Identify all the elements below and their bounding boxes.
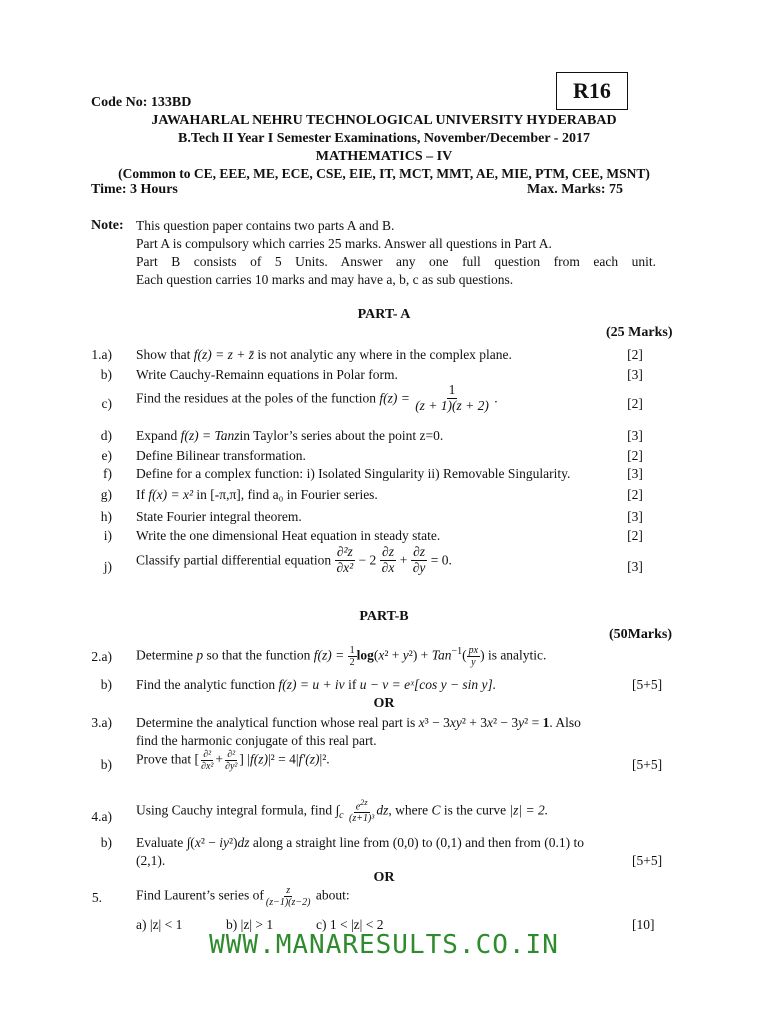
question-number: 3.a)	[91, 715, 112, 730]
question-text: Define for a complex function: i) Isolated Singularity ii) Removable Singularity.	[136, 466, 571, 481]
question-text: (2,1).	[136, 853, 166, 868]
question-marks: [3]	[627, 367, 643, 382]
note-label: Note:	[91, 218, 124, 233]
part-a-marks: (25 Marks)	[606, 325, 673, 340]
note-line: This question paper contains two parts A and B.	[136, 218, 395, 233]
question-number: 5.	[91, 890, 102, 905]
question-text: Write the one dimensional Heat equation in steady state.	[136, 528, 441, 543]
question-text: Determine p so that the function f(z) = $\frac{1}{2}$ log(x² + y²) + Tan$^{-1}$( $\frac{px}{y}$ ) is analytic.	[136, 645, 547, 668]
question-marks: [5+5]	[632, 677, 663, 692]
question-text: Classify partial differential equation $\frac{\text{∂²z}}{\text{∂x²}}$ − 2 $\frac{\partial z}{\partial x}$ + $\frac{\partial z}{\partial y}$ = 0.	[136, 544, 452, 575]
question-text: Prove that [ $\frac{\text{∂²}}{\text{∂x²}}$ + $\frac{\text{∂²}}{\text{∂y²}}$ ] |f(z)|² = 4|f′(z)|².	[136, 749, 330, 772]
exam-title: B.Tech II Year I Semester Examinations, November/December - 2017	[178, 131, 590, 146]
note-line: Part B consists of 5 Units. Answer any one full question from each unit.	[136, 254, 656, 269]
fraction: $\frac{\text{∂²z}}{\text{∂x²}}$	[336, 544, 354, 575]
question-number: 1.a)	[91, 347, 112, 362]
or-divider: OR	[373, 870, 395, 885]
question-marks: [3]	[627, 428, 643, 443]
subject-title: MATHEMATICS – IV	[315, 149, 453, 164]
common-branches: (Common to CE, EEE, ME, ECE, CSE, EIE, IT, MCT, MMT, AE, MIE, PTM, CEE, MSNT)	[118, 166, 650, 181]
question-text: find the harmonic conjugate of this real part.	[136, 733, 377, 748]
question-text: Write Cauchy-Remainn equations in Polar form.	[136, 367, 398, 382]
regulation-box: R16	[556, 72, 628, 110]
part-a-title: PART- A	[357, 307, 411, 322]
question-text: Evaluate ∫(x² − iy²)dz along a straight line from (0,0) to (0,1) and then from (0.1) to	[136, 835, 584, 850]
fraction: $\frac{\partial z}{\partial y}$	[412, 544, 426, 575]
question-marks: [2]	[627, 487, 643, 502]
question-number: h)	[100, 509, 112, 524]
laurent-option: a) |z| < 1	[136, 917, 183, 932]
question-text: Define Bilinear transformation.	[136, 448, 306, 463]
question-marks: [3]	[627, 466, 643, 481]
question-number: g)	[100, 487, 112, 502]
question-text: Find the residues at the poles of the function f(z) = $\frac{1}{(z + 1)(z + 2)}$ .	[136, 382, 498, 413]
question-marks: [5+5]	[632, 757, 663, 772]
question-number: b)	[100, 677, 112, 692]
question-text: Find Laurent’s series of $\frac{z}{(z-1)(z-2)}$ about:	[136, 885, 350, 908]
question-text: Find the analytic function f(z) = u + iv if u − v = eˣ[cos y − sin y].	[136, 677, 497, 692]
or-divider: OR	[373, 696, 395, 711]
question-number: c)	[101, 396, 112, 411]
question-number: j)	[103, 559, 112, 574]
question-marks: [5+5]	[632, 853, 663, 868]
question-number: b)	[100, 757, 112, 772]
question-number: e)	[101, 448, 112, 463]
part-b-marks: (50Marks)	[609, 627, 672, 642]
question-text: Using Cauchy integral formula, find $\int_c$ $\frac{e^{2z}}{\text{(z+1)³}}$ dz, where C is the curve |z| = 2.	[136, 798, 549, 825]
note-line: Each question carries 10 marks and may have a, b, c as sub questions.	[136, 272, 514, 287]
question-marks: [10]	[632, 917, 655, 932]
note-line: Part A is compulsory which carries 25 marks. Answer all questions in Part A.	[136, 236, 552, 251]
fraction: $\frac{\partial z}{\partial x}$	[381, 544, 395, 575]
question-number: i)	[103, 528, 112, 543]
question-marks: [3]	[627, 509, 643, 524]
question-text: If f(x) = x² in [-π,π], find a₀ in Fourier series.	[136, 487, 378, 502]
max-marks: Max. Marks: 75	[527, 182, 624, 197]
laurent-option: c) 1 < |z| < 2	[316, 917, 384, 932]
question-text: Expand f(z) = Tanzin Taylor’s series about the point z=0.	[136, 428, 444, 443]
question-marks: [2]	[627, 448, 643, 463]
question-number: f)	[103, 466, 112, 481]
time-label: Time: 3 Hours	[91, 182, 178, 197]
watermark: WWW.MANARESULTS.CO.IN	[209, 930, 559, 960]
question-marks: [2]	[627, 347, 643, 362]
question-number: b)	[100, 835, 112, 850]
question-text: Show that f(z) = z + z̄ is not analytic any where in the complex plane.	[136, 347, 512, 362]
question-number: 4.a)	[91, 809, 112, 824]
part-b-title: PART-B	[359, 609, 409, 624]
code-number: Code No: 133BD	[91, 95, 192, 110]
question-marks: [2]	[627, 528, 643, 543]
question-marks: [3]	[627, 559, 643, 574]
question-number: b)	[100, 367, 112, 382]
question-text: Determine the analytical function whose real part is x³ − 3xy² + 3x² − 3y² = 1. Also	[136, 715, 581, 730]
question-marks: [2]	[627, 396, 643, 411]
question-number: d)	[100, 428, 112, 443]
fraction: $\frac{1}{(z + 1)(z + 2)}$	[415, 382, 489, 413]
question-number: 2.a)	[91, 649, 112, 664]
university-name: JAWAHARLAL NEHRU TECHNOLOGICAL UNIVERSITY HYDERABAD	[151, 113, 617, 128]
question-text: State Fourier integral theorem.	[136, 509, 302, 524]
laurent-option: b) |z| > 1	[226, 917, 274, 932]
